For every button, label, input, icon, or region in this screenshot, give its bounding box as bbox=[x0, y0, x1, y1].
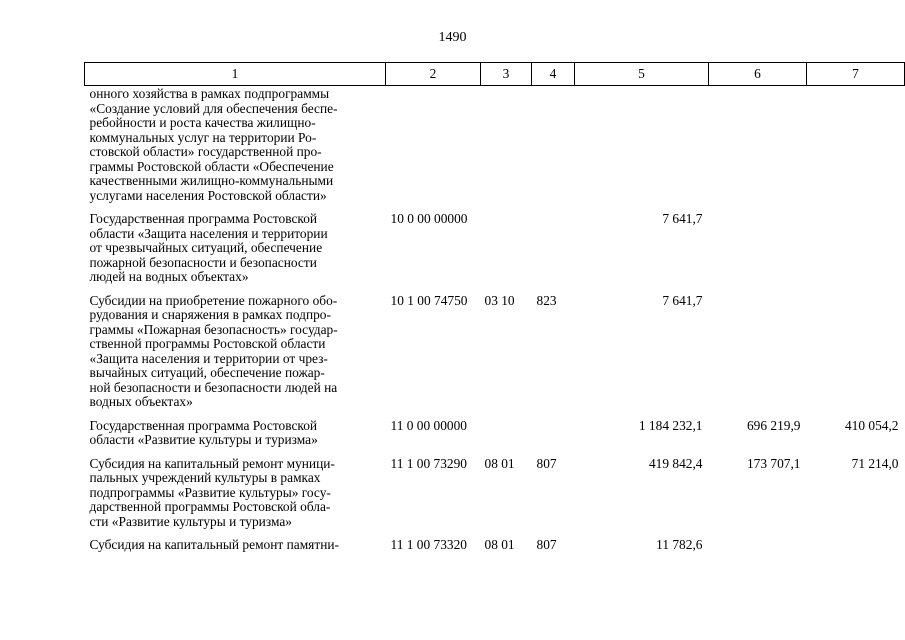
target-code: 11 1 00 73290 bbox=[390, 455, 467, 471]
description-line: услугами населения Ростовской области» bbox=[89, 187, 327, 203]
amount-col6 bbox=[709, 294, 807, 419]
section-code bbox=[481, 86, 532, 213]
table-row bbox=[85, 457, 905, 539]
target-code: 10 0 00 00000 bbox=[390, 211, 468, 226]
column-header-1: 1 bbox=[85, 63, 386, 86]
amount-col5: 7 641,7 bbox=[662, 211, 703, 226]
description-line: граммы Ростовской области «Обеспечение bbox=[89, 158, 334, 174]
description-line: области «Защита населения и территории bbox=[89, 225, 328, 241]
amount-col5: 7 641,7 bbox=[662, 292, 703, 308]
description-line: Субсидия на капитальный ремонт памятни- bbox=[89, 537, 339, 552]
expense-type-code bbox=[532, 212, 575, 294]
description-line: Субсидии на приобретение пожарного обо- bbox=[89, 292, 338, 308]
description-line: онного хозяйства в рамках подпрограммы bbox=[89, 86, 330, 101]
table-row bbox=[85, 294, 905, 419]
description-line: подпрограммы «Развитие культуры» госу- bbox=[89, 484, 331, 500]
description-line: людей на водных объектах» bbox=[89, 269, 249, 284]
table-row bbox=[85, 419, 905, 457]
description-line: вычайных ситуаций, обеспечение пожар- bbox=[89, 365, 325, 380]
page-number: 1490 bbox=[438, 30, 467, 45]
description-line: коммунальных услуг на территории Ро- bbox=[89, 129, 317, 145]
budget-table bbox=[84, 62, 905, 562]
amount-col7: 410 054,2 bbox=[844, 417, 899, 433]
row-description bbox=[85, 419, 386, 457]
amount-col5: 1 184 232,1 bbox=[638, 417, 703, 433]
description-line: пожарной безопасности и безопасности bbox=[89, 254, 317, 270]
description-line: пальных учреждений культуры в рамках bbox=[89, 470, 321, 485]
description-line: ребойности и роста качества жилищно- bbox=[89, 115, 316, 130]
column-number-row bbox=[85, 63, 905, 86]
description-line: качественными жилищно-коммунальными bbox=[89, 173, 334, 188]
amount-col6 bbox=[709, 212, 807, 294]
target-code: 11 1 00 73320 bbox=[390, 537, 467, 552]
table-row bbox=[85, 212, 905, 294]
section-code: 03 10 bbox=[484, 292, 515, 308]
row-description bbox=[85, 457, 386, 539]
amount-col7 bbox=[807, 212, 905, 294]
description-line: стовской области» государственной про- bbox=[89, 144, 322, 159]
description-line: «Защита населения и территории от чрез- bbox=[89, 350, 328, 366]
amount-col6 bbox=[709, 538, 807, 562]
amount-col5: 419 842,4 bbox=[648, 455, 703, 471]
expense-type-code bbox=[532, 419, 575, 457]
column-header-6: 6 bbox=[709, 63, 807, 86]
amount-col5: 11 782,6 bbox=[656, 537, 703, 552]
description-line: ной безопасности и безопасности людей на bbox=[89, 379, 338, 395]
description-line: сти «Развитие культуры и туризма» bbox=[89, 513, 292, 529]
expense-type-code bbox=[532, 86, 575, 213]
column-header-7: 7 bbox=[807, 63, 905, 86]
section-code bbox=[481, 212, 532, 294]
expense-type-code: 807 bbox=[536, 537, 557, 552]
table-row bbox=[85, 538, 905, 562]
amount-col7: 71 214,0 bbox=[851, 455, 899, 471]
description-line: Государственная программа Ростовской bbox=[89, 211, 318, 226]
amount-col6: 696 219,9 bbox=[746, 417, 801, 433]
description-line: дарственной программы Ростовской обла- bbox=[89, 499, 331, 514]
column-header-2: 2 bbox=[386, 63, 481, 86]
column-header-5: 5 bbox=[575, 63, 709, 86]
description-line: ственной программы Ростовской области bbox=[89, 336, 326, 351]
row-description bbox=[85, 212, 386, 294]
row-description bbox=[85, 86, 386, 213]
amount-col7 bbox=[807, 86, 905, 213]
amount-col5 bbox=[575, 86, 709, 213]
target-code: 11 0 00 00000 bbox=[390, 417, 467, 433]
description-line: водных объектах» bbox=[89, 394, 193, 409]
expense-type-code: 823 bbox=[536, 292, 557, 308]
section-code: 08 01 bbox=[484, 537, 515, 552]
amount-col6 bbox=[709, 86, 807, 213]
amount-col7 bbox=[807, 538, 905, 562]
section-code: 08 01 bbox=[484, 455, 515, 471]
description-line: «Создание условий для обеспечения беспе- bbox=[89, 100, 338, 116]
target-code: 10 1 00 74750 bbox=[390, 292, 468, 308]
amount-col6: 173 707,1 bbox=[746, 455, 801, 471]
row-description bbox=[85, 538, 386, 562]
expense-type-code: 807 bbox=[536, 455, 557, 471]
description-line: граммы «Пожарная безопасность» государ- bbox=[89, 321, 338, 337]
section-code bbox=[481, 419, 532, 457]
column-header-4: 4 bbox=[532, 63, 575, 86]
table-row bbox=[85, 86, 905, 213]
description-line: Государственная программа Ростовской bbox=[89, 417, 318, 433]
amount-col7 bbox=[807, 294, 905, 419]
target-code bbox=[386, 86, 481, 213]
description-line: области «Развитие культуры и туризма» bbox=[89, 432, 318, 447]
row-description bbox=[85, 294, 386, 419]
column-header-3: 3 bbox=[481, 63, 532, 86]
description-line: рудования и снаряжения в рамках подпро- bbox=[89, 307, 331, 322]
description-line: от чрезвычайных ситуаций, обеспечение bbox=[89, 240, 323, 255]
description-line: Субсидия на капитальный ремонт муници- bbox=[89, 455, 335, 471]
